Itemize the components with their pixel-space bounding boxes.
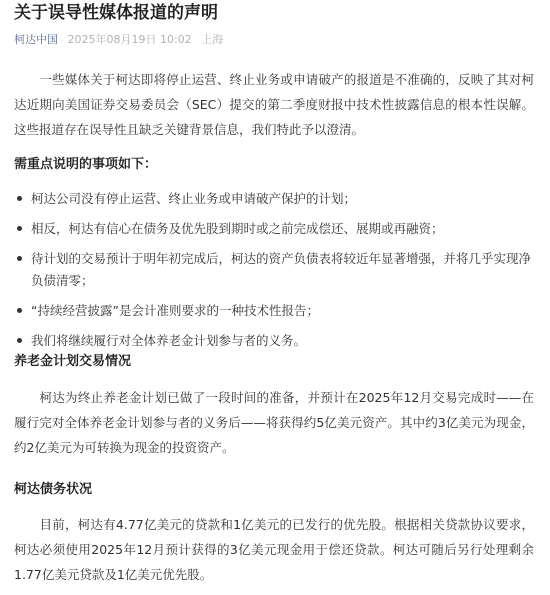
publish-date: 2025年08月19日 10:02 xyxy=(67,33,192,46)
bullet-icon xyxy=(17,308,22,313)
article-title: 关于误导性媒体报道的声明 xyxy=(14,3,218,23)
pension-heading: 养老金计划交易情况 xyxy=(14,354,132,369)
article-meta xyxy=(14,33,223,47)
list-item-text: 柯达公司没有停止运营、终止业务或申请破产保护的计划； xyxy=(31,191,357,206)
list-item xyxy=(14,330,536,352)
account-name-link[interactable]: 柯达中国 xyxy=(14,33,58,46)
list-item-text: 待计划的交易预计于明年初完成后，柯达的资产负债表将较近年显著增强，并将几乎实现净负债清零； xyxy=(31,251,532,288)
list-item-text: 我们将继续履行对全体养老金计划参与者的义务。 xyxy=(31,333,307,348)
intro-paragraph: 一些媒体关于柯达即将停止运营、终止业务或申请破产的报道是不准确的，反映了其对柯达近期向美国证券交易委员会（SEC）提交的第二季度财报中技术性披露信息的根本性误解。这些报道存在误导性且缺乏关键背景信息，我们特此予以澄清。 xyxy=(14,72,534,137)
bullet-icon xyxy=(17,196,22,201)
list-item-text: “持续经营披露”是会计准则要求的一种技术性报告； xyxy=(31,303,319,318)
list-item-text: 相反，柯达有信心在债务及优先股到期时或之前完成偿还、展期或再融资； xyxy=(31,221,444,236)
bullet-icon xyxy=(17,338,22,343)
key-points-heading: 需重点说明的事项如下： xyxy=(14,157,158,172)
debt-heading: 柯达债务状况 xyxy=(14,482,93,497)
publish-location: 上海 xyxy=(201,33,224,46)
debt-paragraph: 目前，柯达有4.77亿美元的贷款和1亿美元的已发行的优先股。根据相关贷款协议要求，柯达必须使用2025年12月预计获得的3亿美元现金用于偿还贷款。柯达可随后另行处理剩余1.77亿美元贷款及1亿美元优先股。 xyxy=(14,517,534,582)
list-item xyxy=(14,188,536,210)
key-points-list xyxy=(14,188,536,352)
list-item xyxy=(14,248,536,292)
list-item xyxy=(14,300,536,322)
bullet-icon xyxy=(17,226,22,231)
pension-paragraph: 柯达为终止养老金计划已做了一段时间的准备，并预计在2025年12月交易完成时——在履行完对全体养老金计划参与者的义务后——将获得约5亿美元资产。其中约3亿美元为现金，约2亿美元为可转换为现金的投资资产。 xyxy=(14,390,534,455)
list-item xyxy=(14,218,536,240)
bullet-icon xyxy=(17,256,22,261)
